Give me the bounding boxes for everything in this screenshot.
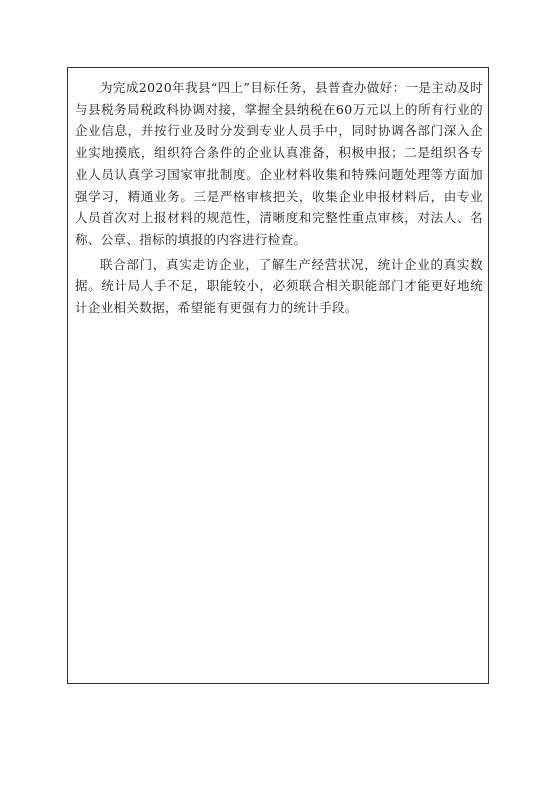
text-content — [75, 77, 483, 319]
paragraph-joint-departments: 联合部门，真实走访企业，了解生产经营状况，统计企业的真实数据。统计局人手不足，职能较小，必须联合相关职能部门才能更好地统计企业相关数据，希望能有更强有力的统计手段。 — [75, 256, 483, 316]
paragraph-work-measures: 为完成2020年我县“四上”目标任务，县普查办做好：一是主动及时与县税务局税政科协调对接，掌握全县纳税在60万元以上的所有行业的企业信息，并按行业及时分发到专业人员手中，同时协调各部门深入企业实地摸底，组织符合条件的企业认真准备，积极申报；二是组织各专业人员认真学习国家审批制度。企业材料收集和特殊问题处理等方面加强学习，精通业务。三是严格审核把关，收集企业申报材料后，由专业人员首次对上报材料的规范性，清晰度和完整性重点审核，对法人、名称、公章、指标的填报的内容进行检查。 — [75, 80, 483, 247]
bordered-text-box — [67, 67, 489, 684]
